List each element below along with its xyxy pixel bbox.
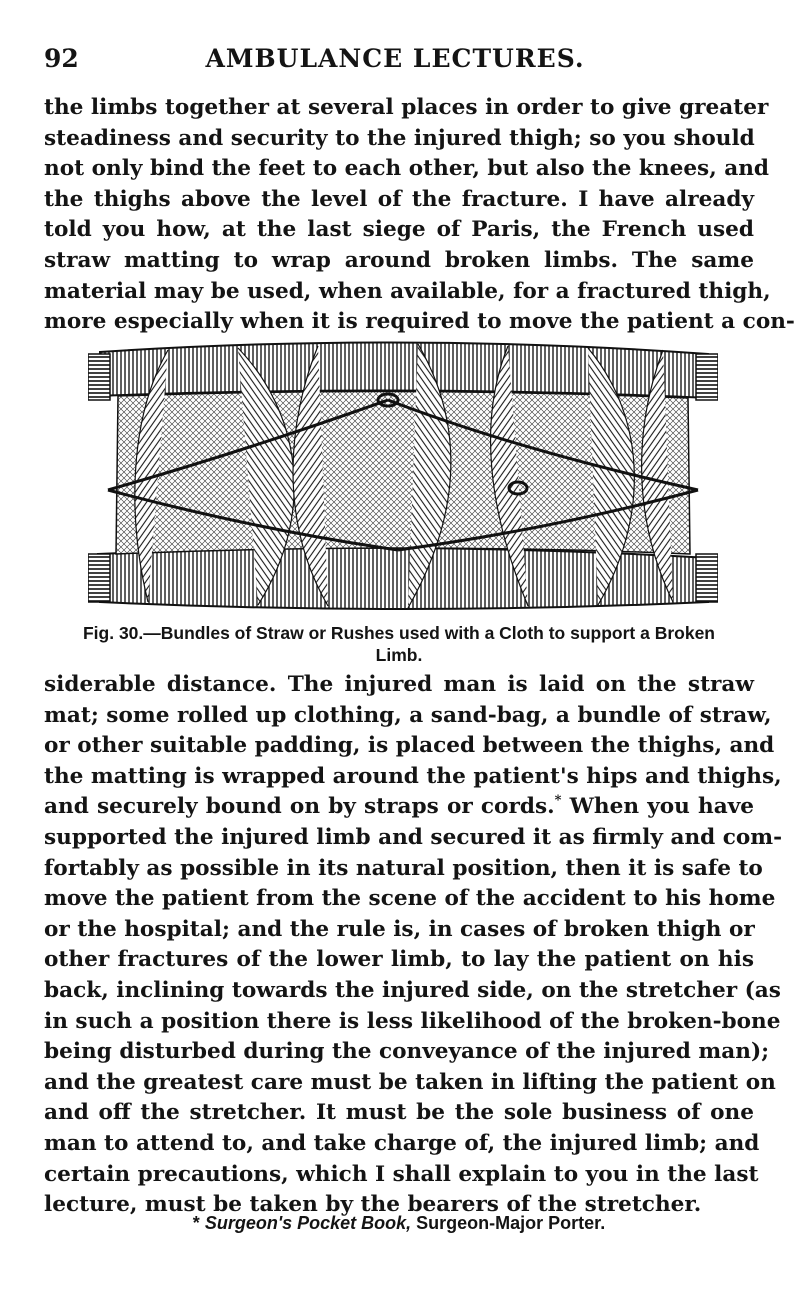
text-line: or the hospital; and the rule is, in cases of broken thigh or (44, 916, 755, 942)
text-line-with-footnote (44, 792, 754, 823)
footnote-reference[interactable]: * (554, 793, 562, 809)
paragraph-2 (44, 670, 783, 1221)
text-line: certain precautions, which I shall explain to you in the last (44, 1161, 759, 1187)
straw-bundle-illustration (88, 340, 718, 612)
figure-straw-bundles (88, 340, 718, 612)
text-line: the limbs together at several places in order to give greater (44, 95, 769, 120)
text-line: mat; some rolled up clothing, a sand-bag, a bundle of straw, (44, 702, 772, 728)
text-line: fortably as possible in its natural position, then it is safe to (44, 855, 763, 881)
text-line: being disturbed during the conveyance of the injured man); (44, 1039, 770, 1065)
text-line: and off the stretcher. It must be the sole business of one (44, 1100, 754, 1126)
line-continuation: When you have (569, 794, 754, 820)
text-line: the thighs above the level of the fracture. I have already (44, 186, 754, 212)
footnote-author: Surgeon-Major Porter. (416, 1213, 606, 1233)
footnote-mark: * (192, 1213, 200, 1233)
text-line: and the greatest care must be taken in lifting the patient on (44, 1069, 776, 1095)
footnote (44, 1213, 754, 1234)
text-line: told you how, at the last siege of Paris, the French used (44, 217, 754, 243)
page-number: 92 (44, 44, 79, 73)
figure-caption (44, 622, 754, 666)
text-line: man to attend to, and take charge of, the injured limb; and (44, 1130, 760, 1156)
text-line: material may be used, when available, for a fractured thigh, (44, 278, 771, 304)
page-header (44, 44, 746, 80)
paragraph-1 (44, 93, 795, 338)
text-line: siderable distance. The injured man is laid on the straw (44, 672, 754, 697)
text-line: lecture, must be taken by the bearers of the stretcher. (44, 1192, 702, 1218)
text-line: other fractures of the lower limb, to lay the patient on his (44, 947, 754, 973)
text-line: in such a position there is less likelihood of the broken-bone (44, 1008, 781, 1034)
caption-line: Limb. (375, 645, 423, 665)
text-line: the matting is wrapped around the patient's hips and thighs, (44, 763, 782, 789)
text-line: supported the injured limb and secured it as firmly and com- (44, 824, 783, 850)
running-head: AMBULANCE LECTURES. (205, 44, 585, 73)
text-line: not only bind the feet to each other, but also the knees, and (44, 156, 770, 182)
text-line: straw matting to wrap around broken limbs. The same (44, 247, 754, 273)
text-line: steadiness and security to the injured thigh; so you should (44, 125, 755, 151)
caption-line: Fig. 30.—Bundles of Straw or Rushes used with a Cloth to support a Broken (82, 623, 715, 643)
text-line: or other suitable padding, is placed between the thighs, and (44, 733, 775, 759)
text-line: more especially when it is required to move the patient a con- (44, 309, 795, 335)
line-text: and securely bound on by straps or cords. (44, 794, 555, 820)
text-line: move the patient from the scene of the accident to his home (44, 886, 776, 912)
footnote-title: Surgeon's Pocket Book, (204, 1213, 412, 1233)
text-line: back, inclining towards the injured side, on the stretcher (as (44, 977, 781, 1003)
